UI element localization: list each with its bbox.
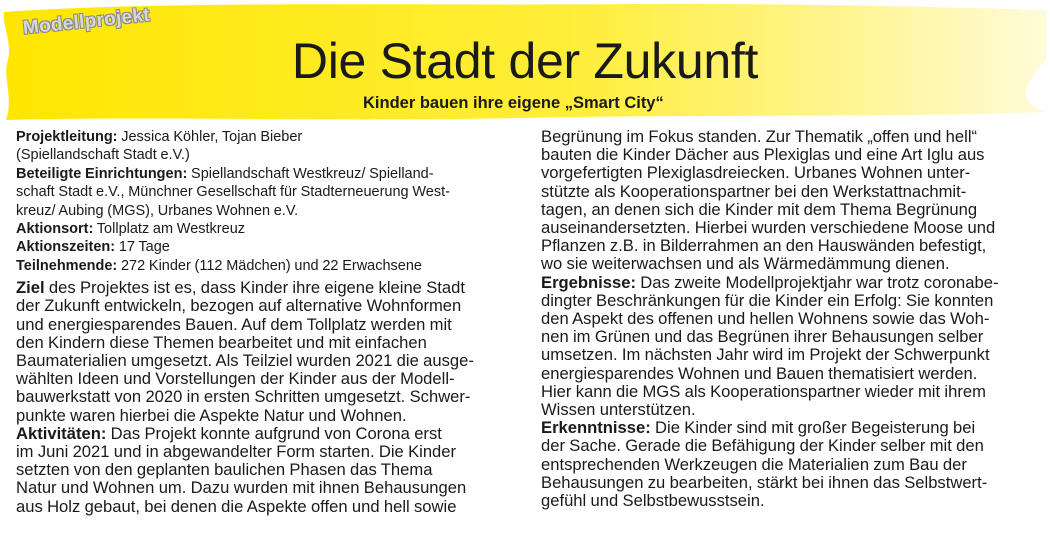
text-line: wo sie weiterwachsen und als Wärmedämmung dienen.: [541, 254, 950, 274]
meta-teilnehmende: [16, 257, 526, 275]
text-line: nen im Grünen und das Begrünen ihrer Behausungen selber: [541, 327, 984, 347]
text-span: Die Kinder sind mit großer Begeisterung bei: [650, 418, 976, 438]
text-line: den Kindern diese Themen bearbeitet und mit einfachen: [16, 332, 427, 352]
meta-aktionszeiten: [16, 238, 526, 256]
left-column: [16, 128, 526, 516]
text-line: Wissen unterstützen.: [541, 400, 696, 420]
page-title: Die Stadt der Zukunft: [291, 33, 759, 89]
text-line: Pflanzen z.B. in Bilderrahmen an den Hauswänden befestigt,: [541, 236, 987, 256]
section-label: Aktivitäten:: [16, 423, 107, 443]
section-ziel: [16, 279, 526, 425]
text-line: [541, 274, 1043, 292]
meta-label: Projektleitung:: [16, 129, 118, 145]
text-span: Das Projekt konnte aufgrund von Corona erst: [106, 423, 442, 443]
text-line: im Juni 2021 und in abgewandelter Form starten. Die Kinder: [16, 442, 457, 462]
section-aktivitaeten-cont: [541, 128, 1043, 274]
text-line: und energiesparendes Bauen. Auf dem Tollplatz werden mit: [16, 314, 452, 334]
meta-value: Jessica Köhler, Tojan Bieber: [117, 129, 303, 145]
meta-label: Aktionsort:: [16, 221, 94, 238]
text-line: tagen, an denen sich die Kinder mit dem Thema Begrünung: [541, 199, 978, 219]
text-line: der Sache. Gerade die Befähigung der Kinder selber mit den: [541, 436, 984, 456]
meta-value: (Spiellandschaft Stadt e.V.): [16, 147, 190, 164]
text-line: energiesparendes Wohnen und Bauen thematisiert werden.: [541, 363, 978, 383]
section-label: Ziel: [16, 278, 45, 298]
meta-label: Teilnehmende:: [16, 257, 118, 274]
text-line: vorgefertigten Plexiglasdreiecken. Urbanes Wohnen unter-: [541, 163, 971, 183]
text-line: bauten die Kinder Dächer aus Plexiglas und eine Art Iglu aus: [541, 145, 985, 165]
meta-value: Spiellandschaft Westkreuz/ Spielland-: [187, 165, 434, 182]
text-line: Behausungen zu bearbeiten, stärkt bei ihnen das Selbstwert-: [541, 472, 988, 492]
meta-projektleitung: [16, 128, 526, 146]
section-aktivitaeten: [16, 425, 526, 516]
meta-value: schaft Stadt e.V., Münchner Gesellschaft für Stadterneuerung West-: [16, 184, 450, 201]
text-line: auseinandersetzten. Hierbei wurden verschiedene Moose und: [541, 218, 996, 238]
project-meta: [16, 128, 526, 275]
text-line: Hier kann die MGS als Kooperationspartner wieder mit ihrem: [541, 381, 986, 401]
meta-value: kreuz/ Aubing (MGS), Urbanes Wohnen e.V.: [16, 202, 299, 219]
meta-value: 17 Tage: [115, 239, 170, 256]
badge-modellprojekt: Modellprojekt: [22, 4, 151, 39]
page-subtitle: Kinder bauen ihre eigene „Smart City“: [363, 94, 664, 112]
text-line: setzten von den geplanten baulichen Phasen das Thema: [16, 460, 433, 480]
section-label: Erkenntnisse:: [541, 418, 651, 438]
section-label: Ergebnisse:: [541, 272, 636, 292]
text-span: des Projektes ist es, dass Kinder ihre eigene kleine Stadt: [44, 278, 465, 298]
section-ergebnisse: [541, 274, 1043, 420]
header-banner: [0, 0, 1050, 125]
text-line: umsetzen. Im nächsten Jahr wird im Projekt der Schwerpunkt: [541, 345, 990, 365]
text-line: Begrünung im Fokus standen. Zur Thematik „offen und hell“: [541, 127, 978, 146]
right-column: [541, 128, 1043, 510]
meta-aktionsort: [16, 220, 526, 238]
text-line: [16, 425, 526, 443]
meta-label: Beteiligte Einrichtungen:: [16, 165, 188, 182]
text-line: [16, 279, 526, 297]
text-line: aus Holz gebaut, bei denen die Aspekte offen und hell sowie: [16, 496, 457, 516]
text-line: dingter Beschränkungen für die Kinder ein Erfolg: Sie konnten: [541, 290, 994, 310]
text-line: gefühl und Selbstbewusstsein.: [541, 491, 765, 511]
text-span: Das zweite Modellprojektjahr war trotz coronabe-: [636, 272, 999, 292]
text-line: stützte als Kooperationspartner bei den Werkstattnachmit-: [541, 181, 967, 201]
text-line: [541, 419, 1043, 437]
text-line: Baumaterialien umgesetzt. Als Teilziel wurden 2021 die ausge-: [16, 351, 474, 371]
text-line: wählten Ideen und Vorstellungen der Kinder aus der Modell-: [16, 369, 455, 389]
meta-value: Tollplatz am Westkreuz: [93, 221, 246, 238]
meta-label: Aktionszeiten:: [16, 239, 116, 256]
text-line: den Aspekt des offenen und hellen Wohnens sowie das Woh-: [541, 309, 990, 329]
text-line: entsprechenden Werkzeugen die Materialien zum Bau der: [541, 454, 967, 474]
section-erkenntnisse: [541, 419, 1043, 510]
text-line: der Zukunft entwickeln, bezogen auf alternative Wohnformen: [16, 296, 462, 316]
meta-einrichtungen: [16, 165, 526, 183]
text-line: Natur und Wohnen um. Dazu wurden mit ihnen Behausungen: [16, 478, 467, 498]
text-line: bauwerkstatt von 2020 in ersten Schritten umgesetzt. Schwer-: [16, 387, 471, 407]
text-line: punkte waren hierbei die Aspekte Natur und Wohnen.: [16, 405, 407, 425]
meta-value: 272 Kinder (112 Mädchen) und 22 Erwachsene: [117, 257, 422, 274]
